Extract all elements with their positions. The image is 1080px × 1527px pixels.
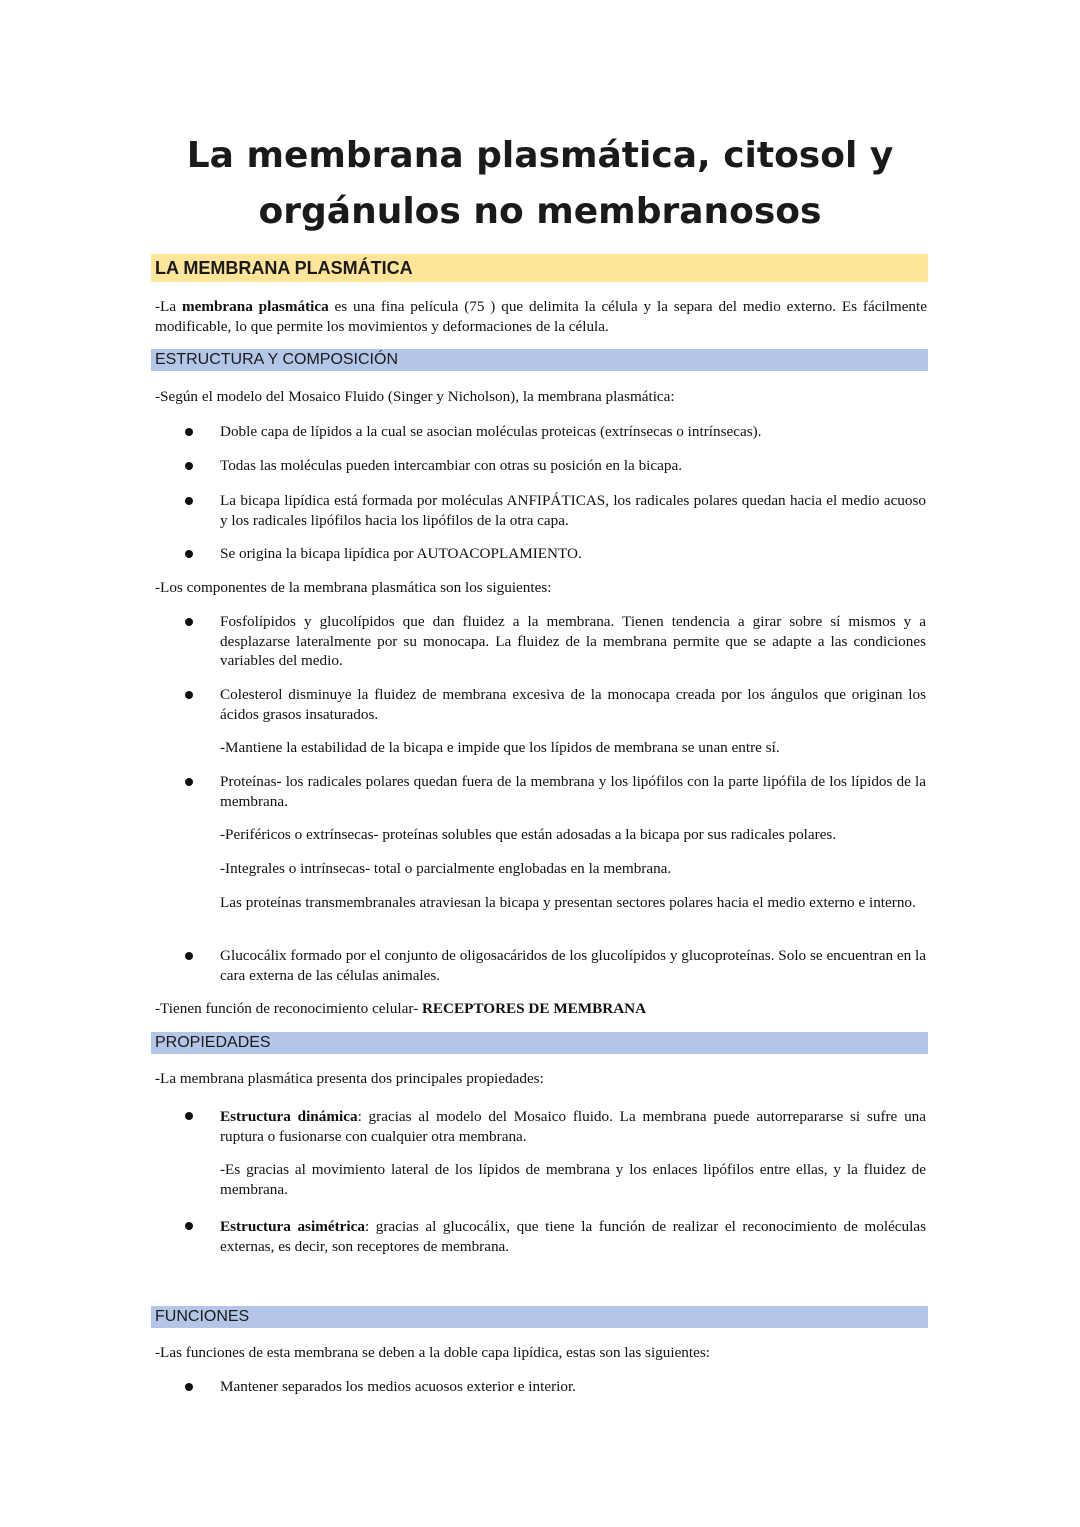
bullet-icon — [185, 1112, 193, 1120]
intro-post: es una fina película (75 ) que delimita la célula y la separa del medio externo. Es fácilmente modificable, lo que permite los movimientos y deformaciones de la célula. — [155, 298, 927, 335]
components-lead: -Los componentes de la membrana plasmática son los siguientes: — [155, 579, 552, 596]
bullet-icon — [185, 1222, 193, 1230]
bullet-icon — [185, 952, 193, 960]
subsection-heading-estructura: ESTRUCTURA Y COMPOSICIÓN — [151, 349, 928, 371]
estructura-bullet-1: Doble capa de lípidos a la cual se asocian moléculas proteicas (extrínsecas o intrínsecas). — [220, 423, 762, 440]
subsection-heading-propiedades: PROPIEDADES — [151, 1032, 928, 1054]
estructura-bullet-4: Se origina la bicapa lipídica por AUTOACOPLAMIENTO. — [220, 545, 582, 562]
component-colesterol: Colesterol disminuye la fluidez de membrana excesiva de la monocapa creada por los ángulos que originan los ácidos grasos insaturados. — [220, 686, 926, 723]
bullet-icon — [185, 550, 193, 558]
propiedad-dinamica — [220, 1107, 926, 1146]
propiedad-dinamica-sub: -Es gracias al movimiento lateral de los lípidos de membrana y los enlaces lipófilos entre ellas, y la fluidez de membrana. — [220, 1161, 926, 1198]
bullet-icon — [185, 778, 193, 786]
intro-bold: membrana plasmática — [181, 298, 329, 315]
component-proteinas-sub-2: -Integrales o intrínsecas- total o parcialmente englobadas en la membrana. — [220, 860, 672, 877]
funcion-1: Mantener separados los medios acuosos exterior e interior. — [220, 1378, 576, 1395]
estructura-bullet-2: Todas las moléculas pueden intercambiar con otras su posición en la bicapa. — [220, 457, 683, 474]
recognition-line — [155, 999, 927, 1019]
propiedad-asimetrica-bold: Estructura asimétrica — [220, 1218, 365, 1235]
component-glucocalix: Glucocálix formado por el conjunto de oligosacáridos de los glucolípidos y glucoproteínas. Solo se encuentran en la cara externa de las células animales. — [220, 947, 926, 984]
component-proteinas-sub-1: -Periféricos o extrínsecas- proteínas solubles que están adosadas a la bicapa por sus radicales polares. — [220, 826, 837, 843]
component-fosfolipidos: Fosfolípidos y glucolípidos que dan fluidez a la membrana. Tienen tendencia a girar sobre sí mismos y a desplazarse lateralmente por su monocapa. La fluidez de la membrana permite que se adapte a las condiciones variables del medio. — [220, 613, 926, 669]
intro-pre: -La — [155, 298, 182, 315]
component-colesterol-sub: -Mantiene la estabilidad de la bicapa e impide que los lípidos de membrana se unan entre sí. — [220, 739, 780, 756]
subsection-heading-funciones: FUNCIONES — [151, 1306, 928, 1328]
estructura-lead: -Según el modelo del Mosaico Fluido (Singer y Nicholson), la membrana plasmática: — [155, 388, 675, 405]
propiedades-lead: -La membrana plasmática presenta dos principales propiedades: — [155, 1070, 544, 1087]
component-proteinas-sub-3: Las proteínas transmembranales atraviesan la bicapa y presentan sectores polares hacia el medio externo e interno. — [220, 894, 916, 911]
propiedad-dinamica-text: : gracias al modelo del Mosaico fluido. La membrana puede autorrepararse si sufre una ruptura o fusionarse con cualquier otra membrana. — [220, 1108, 927, 1145]
propiedad-dinamica-bold: Estructura dinámica — [220, 1108, 358, 1125]
propiedad-asimetrica — [220, 1217, 926, 1256]
funciones-lead: -Las funciones de esta membrana se deben a la doble capa lipídica, estas son las siguientes: — [155, 1344, 710, 1361]
estructura-bullet-3: La bicapa lipídica está formada por moléculas ANFIPÁTICAS, los radicales polares quedan hacia el medio acuoso y los radicales lipófilos hacia los lipófilos de la otra capa. — [220, 492, 926, 529]
title-line-1: La membrana plasmática, citosol y — [186, 135, 894, 176]
bullet-icon — [185, 497, 193, 505]
document-title — [150, 128, 930, 240]
section-heading-membrana: LA MEMBRANA PLASMÁTICA — [151, 254, 928, 282]
bullet-icon — [185, 1383, 193, 1391]
bullet-icon — [185, 618, 193, 626]
bullet-icon — [185, 428, 193, 436]
recognition-pre: -Tienen función de reconocimiento celular- — [155, 1000, 422, 1017]
bullet-icon — [185, 691, 193, 699]
bullet-icon — [185, 462, 193, 470]
propiedad-asimetrica-text: : gracias al glucocálix, que tiene la función de realizar el reconocimiento de moléculas externas, es decir, son receptores de membrana. — [220, 1218, 926, 1255]
title-line-2: orgánulos no membranosos — [258, 191, 822, 232]
component-proteinas: Proteínas- los radicales polares quedan fuera de la membrana y los lipófilos con la parte lipófila de los lípidos de la membrana. — [220, 773, 926, 810]
intro-paragraph — [155, 297, 927, 336]
recognition-bold: RECEPTORES DE MEMBRANA — [421, 1000, 647, 1017]
